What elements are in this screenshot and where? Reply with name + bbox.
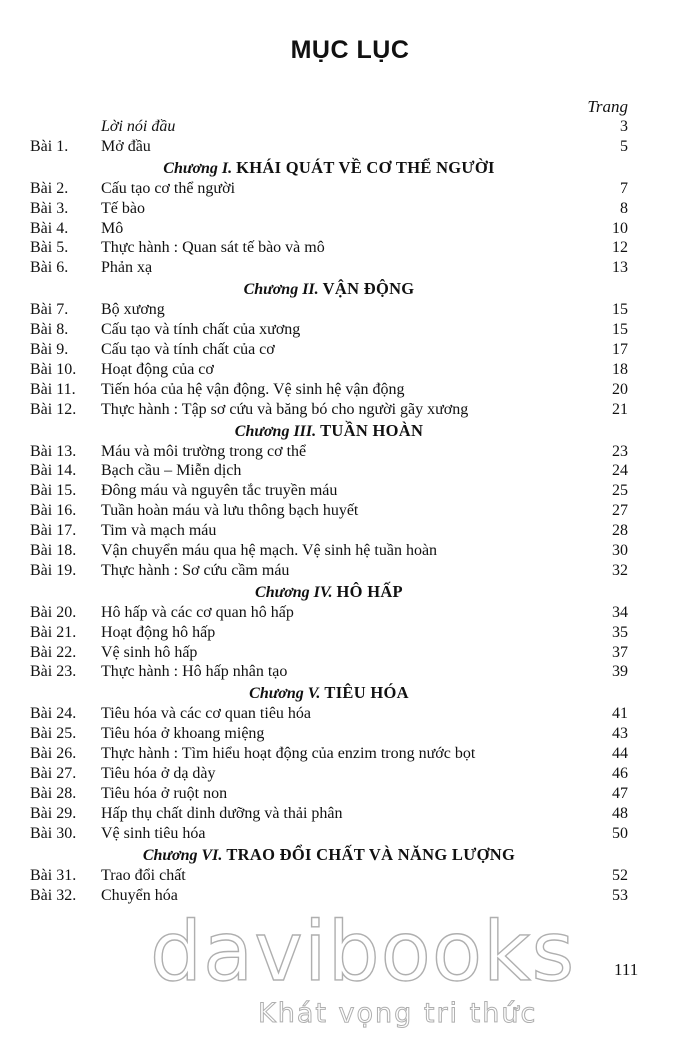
chapter-name: HÔ HẤP <box>336 581 403 601</box>
lesson-page: 15 <box>612 301 628 319</box>
lesson-number: Bài 2. <box>30 179 69 197</box>
toc-entry <box>30 541 628 561</box>
lesson-number: Bài 19. <box>30 561 77 579</box>
lesson-title: Mở đầu <box>101 137 151 155</box>
lesson-title: Phản xạ <box>101 259 153 277</box>
toc-entry <box>30 360 628 380</box>
lesson-page: 34 <box>612 603 628 621</box>
toc-entry <box>30 784 628 804</box>
lesson-page: 24 <box>612 462 628 480</box>
toc-entry <box>30 340 628 360</box>
lesson-number: Bài 23. <box>30 663 77 681</box>
lesson-number: Bài 13. <box>30 442 77 460</box>
lesson-number: Bài 18. <box>30 542 77 560</box>
toc-entry <box>30 442 628 462</box>
chapter-heading <box>30 581 628 603</box>
lesson-page: 43 <box>612 725 628 743</box>
lesson-number: Bài 14. <box>30 462 77 480</box>
lesson-page: 23 <box>612 442 628 460</box>
toc-entry <box>30 380 628 400</box>
toc-entry <box>30 137 628 157</box>
toc-entry <box>30 521 628 541</box>
chapter-prefix: Chương IV. <box>255 583 333 601</box>
page-number: 111 <box>614 960 639 979</box>
lesson-number: Bài 24. <box>30 705 77 723</box>
toc-entry <box>30 724 628 744</box>
chapter-prefix: Chương I. <box>163 159 233 177</box>
lesson-number: Bài 31. <box>30 866 77 884</box>
chapter-heading <box>30 157 628 179</box>
lesson-page: 37 <box>612 643 628 661</box>
lesson-page: 5 <box>620 137 628 155</box>
lesson-page: 18 <box>612 360 628 378</box>
lesson-number: Bài 7. <box>30 301 69 319</box>
lesson-title: Tiến hóa của hệ vận động. Vệ sinh hệ vận động <box>101 380 405 398</box>
lesson-page: 25 <box>612 482 628 500</box>
toc-entry <box>30 561 628 581</box>
toc-entry <box>30 300 628 320</box>
toc-entry <box>30 199 628 219</box>
chapter-prefix: Chương II. <box>243 281 319 299</box>
lesson-page: 15 <box>612 321 628 339</box>
lesson-page: 8 <box>620 199 628 217</box>
lesson-title: Máu và môi trường trong cơ thể <box>101 442 307 460</box>
lesson-number: Bài 27. <box>30 765 77 783</box>
toc-entry <box>30 744 628 764</box>
toc-entry <box>30 117 628 137</box>
lesson-page: 10 <box>612 219 628 237</box>
lesson-title: Cấu tạo và tính chất của xương <box>101 321 301 339</box>
lesson-page: 30 <box>612 542 628 560</box>
toc-entry <box>30 866 628 886</box>
lesson-title: Đông máu và nguyên tắc truyền máu <box>101 482 338 500</box>
lesson-title: Tuần hoàn máu và lưu thông bạch huyết <box>101 502 359 520</box>
lesson-page: 13 <box>612 259 628 277</box>
lesson-number: Bài 5. <box>30 239 69 257</box>
lesson-title: Tiêu hóa ở khoang miệng <box>101 725 265 743</box>
lesson-number: Bài 28. <box>30 784 77 802</box>
lesson-title: Hấp thụ chất dinh dưỡng và thải phân <box>101 804 343 822</box>
chapter-name: TUẦN HOÀN <box>320 420 424 440</box>
chapter-name: TRAO ĐỔI CHẤT VÀ NĂNG LƯỢNG <box>226 844 516 864</box>
lesson-page: 46 <box>612 765 628 783</box>
toc-entry <box>30 824 628 844</box>
page-title: MỤC LỤC <box>290 36 410 64</box>
lesson-title: Vệ sinh hô hấp <box>101 643 198 661</box>
toc-entry <box>30 320 628 340</box>
lesson-number: Bài 6. <box>30 259 69 277</box>
lesson-page: 52 <box>612 866 628 884</box>
lesson-title: Cấu tạo cơ thể người <box>101 179 236 197</box>
lesson-number: Bài 11. <box>30 380 76 398</box>
toc-entry <box>30 623 628 643</box>
lesson-title: Bộ xương <box>101 301 165 319</box>
lesson-page: 17 <box>612 341 628 359</box>
chapter-heading <box>30 420 628 442</box>
lesson-page: 47 <box>612 784 628 802</box>
lesson-page: 35 <box>612 623 628 641</box>
lesson-number: Bài 15. <box>30 482 77 500</box>
lesson-title: Thực hành : Sơ cứu cầm máu <box>101 561 290 579</box>
toc-entry <box>30 461 628 481</box>
toc-entry <box>30 886 628 906</box>
page-column-header: Trang <box>587 97 628 116</box>
lesson-page: 7 <box>620 179 628 197</box>
toc-entry <box>30 764 628 784</box>
lesson-number: Bài 10. <box>30 360 77 378</box>
toc-entry <box>30 179 628 199</box>
lesson-title: Cấu tạo và tính chất của cơ <box>101 341 275 359</box>
chapter-prefix: Chương V. <box>249 685 321 703</box>
lesson-page: 12 <box>612 239 628 257</box>
table-of-contents <box>30 117 628 905</box>
lesson-page: 27 <box>612 502 628 520</box>
lesson-title: Tế bào <box>101 199 145 217</box>
lesson-title: Tim và mạch máu <box>101 522 217 540</box>
toc-entry <box>30 603 628 623</box>
chapter-name: TIÊU HÓA <box>324 683 409 703</box>
lesson-title: Vệ sinh tiêu hóa <box>101 824 206 842</box>
lesson-title: Hô hấp và các cơ quan hô hấp <box>101 603 294 621</box>
toc-entry <box>30 804 628 824</box>
lesson-number: Bài 26. <box>30 745 77 763</box>
lesson-number: Bài 21. <box>30 623 77 641</box>
lesson-page: 48 <box>612 804 628 822</box>
lesson-number: Bài 32. <box>30 886 77 904</box>
chapter-prefix: Chương III. <box>234 422 317 440</box>
lesson-page: 53 <box>612 886 628 904</box>
lesson-number: Bài 17. <box>30 522 77 540</box>
lesson-number: Bài 12. <box>30 400 77 418</box>
toc-entry <box>30 400 628 420</box>
lesson-page: 21 <box>612 400 628 418</box>
lesson-number: Bài 29. <box>30 804 77 822</box>
lesson-title: Lời nói đầu <box>101 118 176 135</box>
lesson-title: Thực hành : Tìm hiểu hoạt động của enzim trong nước bọt <box>101 745 476 763</box>
toc-entry <box>30 258 628 278</box>
toc-entry <box>30 643 628 663</box>
lesson-title: Tiêu hóa ở ruột non <box>101 784 228 802</box>
lesson-number: Bài 25. <box>30 725 77 743</box>
lesson-title: Thực hành : Hô hấp nhân tạo <box>101 663 288 681</box>
toc-entry <box>30 501 628 521</box>
lesson-page: 41 <box>612 705 628 723</box>
toc-entry <box>30 662 628 682</box>
lesson-page: 44 <box>612 745 628 763</box>
lesson-page: 50 <box>612 824 628 842</box>
watermark-tagline: Khát vọng tri thức <box>258 998 538 1029</box>
lesson-number: Bài 4. <box>30 219 69 237</box>
lesson-title: Mô <box>101 219 124 237</box>
lesson-number: Bài 16. <box>30 502 77 520</box>
lesson-title: Tiêu hóa và các cơ quan tiêu hóa <box>101 705 312 723</box>
lesson-title: Vận chuyển máu qua hệ mạch. Vệ sinh hệ tuần hoàn <box>101 542 438 560</box>
lesson-title: Hoạt động hô hấp <box>101 623 216 641</box>
lesson-title: Hoạt động của cơ <box>101 360 214 378</box>
watermark-logo: davibooks <box>150 905 576 1000</box>
lesson-title: Chuyển hóa <box>101 886 178 904</box>
lesson-title: Thực hành : Quan sát tế bào và mô <box>101 239 325 257</box>
lesson-page: 32 <box>612 561 628 579</box>
toc-entry <box>30 238 628 258</box>
chapter-prefix: Chương VI. <box>142 846 223 864</box>
lesson-page: 20 <box>612 380 628 398</box>
chapter-heading <box>30 844 628 866</box>
lesson-page: 39 <box>612 663 628 681</box>
lesson-title: Trao đổi chất <box>101 866 186 884</box>
chapter-heading <box>30 278 628 300</box>
toc-entry <box>30 481 628 501</box>
lesson-title: Thực hành : Tập sơ cứu và băng bó cho người gãy xương <box>101 400 469 418</box>
lesson-number: Bài 1. <box>30 137 69 155</box>
lesson-number: Bài 20. <box>30 603 77 621</box>
lesson-page: 3 <box>620 118 628 135</box>
lesson-title: Bạch cầu – Miễn dịch <box>101 462 242 480</box>
chapter-name: VẬN ĐỘNG <box>322 279 415 299</box>
toc-entry <box>30 704 628 724</box>
chapter-heading <box>30 682 628 704</box>
lesson-number: Bài 3. <box>30 199 69 217</box>
lesson-page: 28 <box>612 522 628 540</box>
toc-entry <box>30 219 628 239</box>
lesson-title: Tiêu hóa ở dạ dày <box>101 765 216 783</box>
chapter-name: KHÁI QUÁT VỀ CƠ THỂ NGƯỜI <box>236 157 495 177</box>
lesson-number: Bài 30. <box>30 824 77 842</box>
lesson-number: Bài 22. <box>30 643 77 661</box>
lesson-number: Bài 8. <box>30 321 69 339</box>
lesson-number: Bài 9. <box>30 341 69 359</box>
